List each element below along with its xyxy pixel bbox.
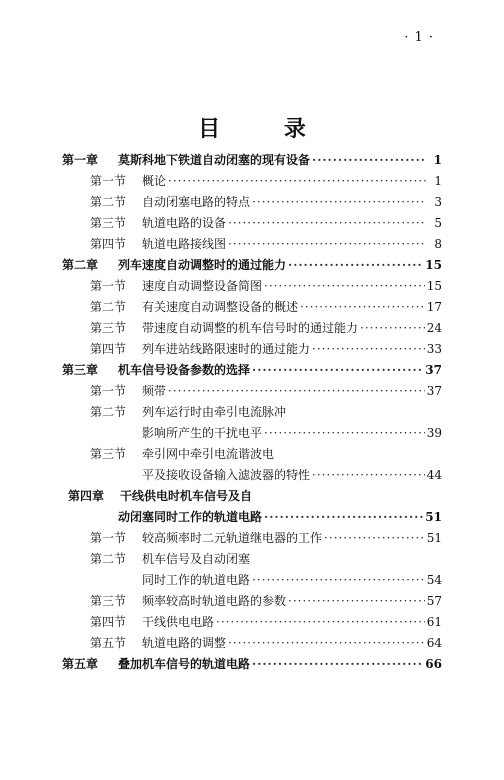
toc-leader-dots [252, 192, 426, 213]
toc-entry-title: 机车信号及自动闭塞 [142, 552, 251, 566]
toc-section-row[interactable] [62, 549, 442, 570]
toc-leader-dots [324, 528, 425, 549]
toc-leader-dots [228, 633, 425, 654]
toc-page-number: 15 [425, 258, 442, 272]
toc-page-number: 37 [426, 384, 442, 398]
toc-page-number: 51 [426, 531, 442, 545]
toc-entry-title: 影响所产生的干扰电平 [142, 426, 263, 440]
toc-leader-dots [168, 381, 425, 402]
toc-leader-dots [252, 570, 425, 591]
toc-entry-number: 第三节 [90, 447, 127, 461]
toc-entry-number: 第一章 [62, 153, 99, 167]
toc-entry-title: 列车进站线路限速时的通过能力 [142, 342, 311, 356]
toc-entry-title: 带速度自动调整的机车信号时的通过能力 [142, 321, 359, 335]
toc-entry-number: 第四节 [90, 237, 127, 251]
toc-entry-title: 较高频率时二元轨道继电器的工作 [142, 531, 323, 545]
toc-section-row[interactable] [62, 444, 442, 465]
toc-entry-number: 第二节 [90, 300, 127, 314]
toc-entry-title: 列车运行时由牵引电流脉冲 [142, 405, 287, 419]
toc-entry-title: 有关速度自动调整设备的概述 [142, 300, 299, 314]
toc-entry-title: 轨道电路的调整 [142, 636, 227, 650]
toc-entry-number: 第二章 [62, 258, 99, 272]
toc-entry-number: 第一节 [90, 279, 127, 293]
toc-page-number: 54 [426, 573, 442, 587]
toc-entry-title: 轨道电路的设备 [142, 216, 227, 230]
toc-entry-title: 概论 [142, 174, 167, 188]
toc-entry-title: 干线供电电路 [142, 615, 215, 629]
toc-chapter-row[interactable] [62, 486, 442, 507]
toc-entry-number: 第五章 [62, 657, 99, 671]
toc-section-row[interactable] [62, 612, 442, 633]
toc-entry-number: 第五节 [90, 636, 127, 650]
toc-entry-title: 列车速度自动调整时的通过能力 [118, 258, 287, 272]
toc-page-number: 33 [426, 342, 442, 356]
table-of-contents [62, 150, 442, 675]
toc-entry-number: 第四节 [90, 342, 127, 356]
toc-section-row[interactable] [62, 528, 442, 549]
toc-section-row[interactable] [62, 423, 442, 444]
toc-section-row[interactable] [62, 234, 442, 255]
toc-page-number: 3 [434, 195, 442, 209]
toc-leader-dots [264, 423, 425, 444]
toc-entry-title: 牵引网中牵引电流谐波电 [142, 447, 275, 461]
toc-entry-title: 干线供电时机车信号及自 [120, 489, 253, 503]
toc-chapter-row[interactable] [62, 150, 442, 171]
toc-page-number: 51 [425, 510, 442, 524]
toc-entry-number: 第四章 [68, 489, 105, 503]
toc-leader-dots [312, 339, 425, 360]
toc-entry-title: 莫斯科地下铁道自动闭塞的现有设备 [118, 153, 311, 167]
toc-entry-title: 频率较高时轨道电路的参数 [142, 594, 287, 608]
toc-entry-title: 动闭塞同时工作的轨道电路 [118, 510, 263, 524]
toc-page-number: 1 [434, 174, 442, 188]
toc-section-row[interactable] [62, 318, 442, 339]
toc-section-row[interactable] [62, 192, 442, 213]
toc-leader-dots [228, 234, 426, 255]
toc-leader-dots [264, 507, 423, 528]
toc-entry-title: 频带 [142, 384, 167, 398]
toc-page-number: 66 [425, 657, 442, 671]
toc-leader-dots [252, 654, 423, 675]
toc-leader-dots [252, 360, 423, 381]
toc-page-number: 24 [426, 321, 442, 335]
toc-leader-dots [216, 612, 425, 633]
toc-page-number: 5 [434, 216, 442, 230]
toc-page-number: 1 [433, 153, 442, 167]
toc-entry-title: 机车信号设备参数的选择 [118, 363, 251, 377]
toc-leader-dots [168, 171, 426, 192]
toc-page-number: 61 [426, 615, 442, 629]
toc-entry-number: 第二节 [90, 405, 127, 419]
toc-section-row[interactable] [62, 633, 442, 654]
toc-leader-dots [228, 213, 426, 234]
toc-section-row[interactable] [62, 570, 442, 591]
toc-section-row[interactable] [62, 171, 442, 192]
toc-entry-number: 第三章 [62, 363, 99, 377]
toc-entry-title: 同时工作的轨道电路 [142, 573, 251, 587]
toc-entry-title: 速度自动调整设备简图 [142, 279, 263, 293]
page-title: 目 录 [198, 116, 334, 142]
page-number: · 1 · [404, 30, 434, 45]
toc-section-row[interactable] [62, 297, 442, 318]
toc-entry-title: 轨道电路接线图 [142, 237, 227, 251]
toc-section-row[interactable] [62, 465, 442, 486]
toc-entry-number: 第二节 [90, 195, 127, 209]
toc-entry-number: 第一节 [90, 174, 127, 188]
toc-section-row[interactable] [62, 591, 442, 612]
toc-entry-number: 第三节 [90, 321, 127, 335]
toc-entry-number: 第一节 [90, 531, 127, 545]
toc-leader-dots [300, 297, 425, 318]
toc-chapter-row[interactable] [62, 255, 442, 276]
toc-section-row[interactable] [62, 402, 442, 423]
toc-entry-number: 第三节 [90, 216, 127, 230]
toc-entry-number: 第二节 [90, 552, 127, 566]
toc-page-number: 15 [426, 279, 442, 293]
toc-page-number: 57 [426, 594, 442, 608]
toc-page-number: 44 [426, 468, 442, 482]
toc-entry-title: 叠加机车信号的轨道电路 [118, 657, 251, 671]
toc-leader-dots [288, 255, 423, 276]
toc-entry-number: 第三节 [90, 594, 127, 608]
toc-page-number: 17 [426, 300, 442, 314]
toc-entry-number: 第四节 [90, 615, 127, 629]
toc-chapter-row[interactable] [62, 360, 442, 381]
toc-page-number: 8 [434, 237, 442, 251]
toc-leader-dots [312, 465, 425, 486]
toc-leader-dots [288, 591, 425, 612]
toc-leader-dots [312, 150, 426, 171]
toc-entry-title: 自动闭塞电路的特点 [142, 195, 251, 209]
toc-leader-dots [360, 318, 425, 339]
toc-section-row[interactable] [62, 381, 442, 402]
toc-entry-number: 第一节 [90, 384, 127, 398]
toc-section-row[interactable] [62, 213, 442, 234]
toc-section-row[interactable] [62, 339, 442, 360]
toc-chapter-row[interactable] [62, 654, 442, 675]
toc-page-number: 37 [425, 363, 442, 377]
toc-page-number: 39 [426, 426, 442, 440]
toc-entry-title: 平及接收设备输入滤波器的特性 [142, 468, 311, 482]
toc-leader-dots [264, 276, 425, 297]
toc-chapter-row[interactable] [62, 507, 442, 528]
toc-page-number: 64 [426, 636, 442, 650]
toc-section-row[interactable] [62, 276, 442, 297]
